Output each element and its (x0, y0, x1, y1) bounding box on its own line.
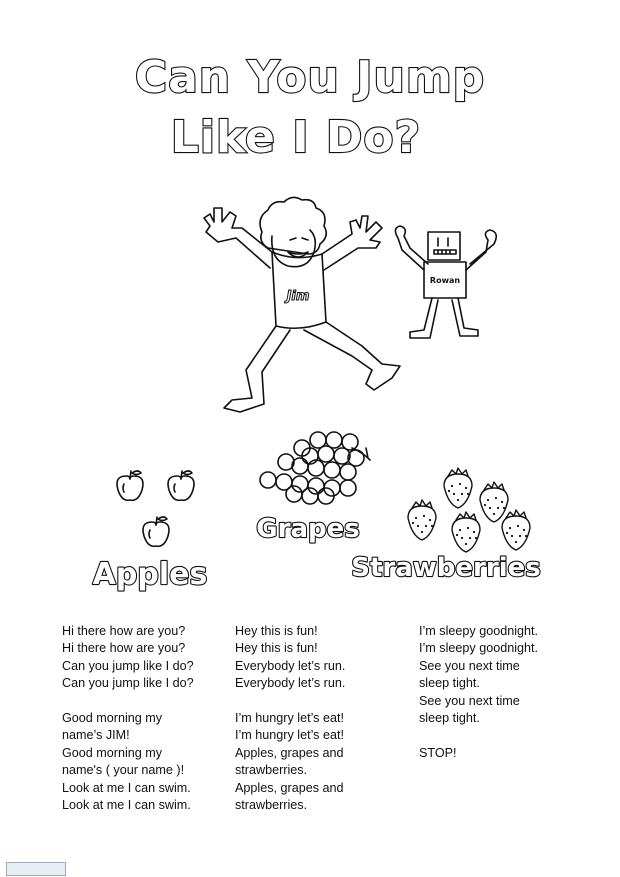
jim-hair (260, 197, 326, 254)
lyric-line: Everybody let’s run. (235, 658, 346, 673)
apple-icon (117, 471, 143, 500)
page-title (0, 40, 620, 170)
lyric-line: name’s JIM! (62, 728, 130, 743)
lyric-line: Look at me I can swim. (62, 798, 191, 813)
robot-legs (410, 298, 478, 338)
lyric-line: Can you jump like I do? (62, 676, 194, 691)
robot-eyes (438, 238, 448, 246)
robot-head (428, 232, 460, 260)
lyric-line: I’m sleepy goodnight. (419, 641, 539, 656)
lyric-line: Apples, grapes and (235, 780, 344, 795)
jim-legs (224, 322, 400, 412)
strawberry-icon (480, 482, 508, 522)
stanza-break (62, 693, 194, 710)
strawberry-icon (408, 500, 436, 540)
lyric-line: Hey this is fun! (235, 641, 318, 656)
lyric-line: I’m hungry let’s eat! (235, 728, 344, 743)
apple-icon (143, 517, 169, 546)
lyric-line: name's ( your name )! (62, 763, 185, 778)
lyric-line: sleep tight. (419, 676, 480, 691)
lyric-line: STOP! (419, 745, 457, 760)
robot-mouth (434, 250, 456, 254)
lyric-line: I’m hungry let’s eat! (235, 711, 344, 726)
grape-cluster (260, 432, 364, 504)
lyric-line: strawberries. (235, 798, 308, 813)
apple-icon (168, 471, 194, 500)
strawberries-label: Strawberries (351, 553, 541, 583)
title-line-1: Can You Jump (134, 52, 486, 103)
lyric-line: Can you jump like I do? (62, 658, 194, 673)
strawberry-icon (444, 468, 472, 508)
lyric-line: Hi there how are you? (62, 641, 186, 656)
publisher-tag (6, 862, 66, 876)
strawberry-icon (502, 510, 530, 550)
lyric-line: I’m sleepy goodnight. (419, 624, 539, 638)
jim-right-arm (322, 216, 382, 270)
lyrics-column-1 (62, 623, 194, 814)
robot-label: Rowan (429, 276, 461, 285)
rowan-robot (395, 226, 496, 338)
title-line-2: Like I Do? (170, 112, 422, 163)
lyric-line: Hi there how are you? (62, 624, 186, 638)
stanza-break (419, 727, 538, 744)
grapes-label: Grapes (256, 514, 360, 544)
lyric-line: Apples, grapes and (235, 745, 344, 760)
jim-face (272, 230, 316, 267)
apples-illustration (117, 471, 194, 546)
lyric-line: See you next time (419, 658, 520, 673)
lyric-line: Look at me I can swim. (62, 780, 191, 795)
grapes-illustration (260, 432, 370, 504)
lyrics-column-3 (419, 623, 538, 762)
stanza-break (235, 693, 345, 710)
lyric-line: strawberries. (235, 763, 308, 778)
lyric-line: Everybody let’s run. (235, 676, 346, 691)
jim-shirt-label: Jim (286, 289, 310, 304)
strawberries-illustration (408, 468, 530, 552)
lyric-line: Good morning my (62, 745, 163, 760)
jim-figure (204, 197, 400, 412)
lyric-line: sleep tight. (419, 711, 480, 726)
lyric-line: See you next time (419, 693, 520, 708)
jim-eyes (290, 238, 308, 240)
lyric-line: Hey this is fun! (235, 624, 318, 638)
lyric-line: Good morning my (62, 711, 163, 726)
strawberry-icon (452, 512, 480, 552)
illustrations (0, 180, 620, 600)
apples-label: Apples (92, 557, 208, 592)
lyrics-column-2 (235, 623, 345, 814)
